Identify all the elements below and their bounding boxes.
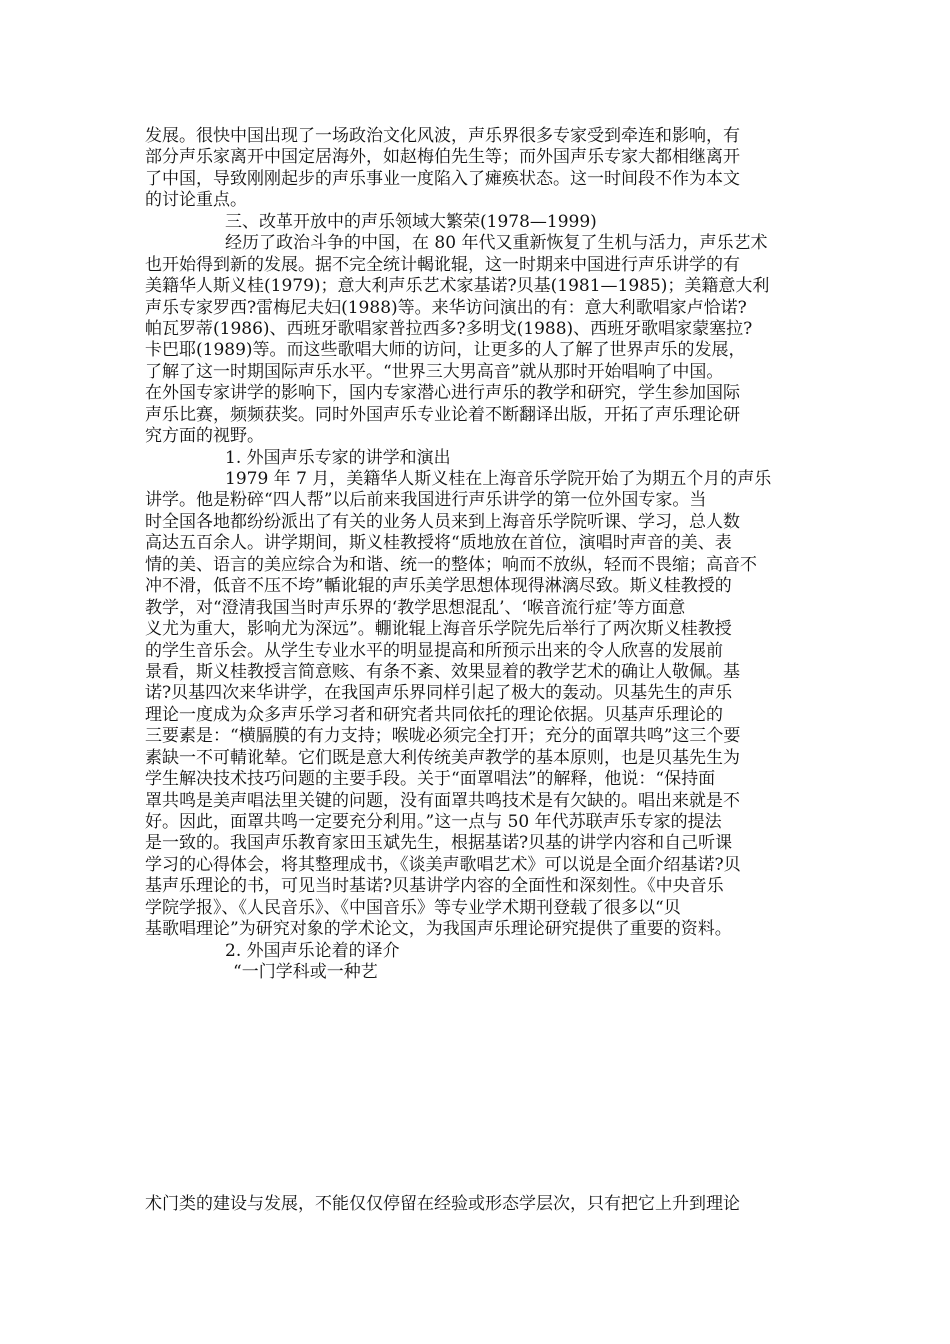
text-line: 情的美、语言的美应综合为和谐、统一的整体；响而不放纵，轻而不畏缩；高音不 (145, 554, 757, 575)
text-line: 高达五百余人。讲学期间，斯义桂教授将“质地放在首位，演唱时声音的美、表 (145, 533, 732, 554)
text-line: 罩共鸣是美声唱法里关键的问题，没有面罩共鸣技术是有欠缺的。唱出来就是不 (145, 790, 740, 811)
text-line: 学院学报》、《人民音乐》、《中国音乐》等专业学术期刊登载了很多以“贝 (145, 897, 681, 918)
body-text (145, 126, 810, 984)
text-line: 声乐比赛，频频获奖。同时外国声乐专业论着不断翻译出版，开拓了声乐理论研 (145, 404, 740, 425)
text-line: 讲学。他是粉碎“四人帮”以后前来我国进行声乐讲学的第一位外国专家。当 (145, 490, 707, 511)
text-line: 经历了政治斗争的中国，在 80 年代又重新恢复了生机与活力，声乐艺术 (225, 233, 768, 254)
text-line: 也开始得到新的发展。据不完全统计輵讹辊，这一时期来中国进行声乐讲学的有 (145, 254, 740, 275)
text-line: 好。因此，面罩共鸣一定要充分利用。”这一点与 50 年代苏联声乐专家的提法 (145, 812, 722, 832)
text-line: 三、改革开放中的声乐领域大繁荣(1978—1999) (225, 211, 597, 232)
text-line: 三要素是：“横膈膜的有力支持；喉咙必须完全打开；充分的面罩共鸣”这三个要 (145, 726, 741, 747)
text-line: 理论一度成为众多声乐学习者和研究者共同依托的理论依据。贝基声乐理论的 (145, 704, 723, 725)
text-line: 了中国，导致刚刚起步的声乐事业一度陷入了瘫痪状态。这一时间段不作为本文 (145, 168, 740, 189)
text-line: 帕瓦罗蒂(1986)、西班牙歌唱家普拉西多?多明戈(1988)、西班牙歌唱家蒙塞拉? (145, 318, 753, 339)
text-line: 1. 外国声乐专家的讲学和演出 (225, 447, 451, 468)
text-line: 2. 外国声乐论着的译介 (225, 940, 400, 961)
text-line: 是一致的。我国声乐教育家田玉斌先生，根据基诺?贝基的讲学内容和自己听课 (145, 833, 733, 854)
text-line: 美籍华人斯义桂(1979)；意大利声乐艺术家基诺?贝基(1981—1985)；美籍意大利 (145, 276, 770, 297)
text-line: “一门学科或一种艺 (233, 962, 378, 983)
text-line: 声乐专家罗西?雷梅尼夫妇(1988)等。来华访问演出的有：意大利歌唱家卢恰诺? (145, 297, 747, 318)
text-line: 部分声乐家离开中国定居海外，如赵梅伯先生等；而外国声乐专家大都相继离开 (145, 147, 740, 168)
text-line: 义尤为重大，影响尤为深远”。輣讹辊上海音乐学院先后举行了两次斯义桂教授 (145, 619, 732, 640)
text-line: 学习的心得体会，将其整理成书，《谈美声歌唱艺术》可以说是全面介绍基诺?贝 (145, 854, 741, 875)
text-line: 景看，斯义桂教授言简意赅、有条不紊、效果显着的教学艺术的确让人敬佩。基 (145, 661, 740, 682)
text-line: 了解了这一时期国际声乐水平。“世界三大男高音”就从那时开始唱响了中国。 (145, 361, 724, 382)
text-line: 在外国专家讲学的影响下，国内专家潜心进行声乐的教学和研究，学生参加国际 (145, 383, 740, 404)
text-line: 学生解决技术技巧问题的主要手段。关于“面罩唱法”的解释，他说：“保持面 (145, 769, 716, 790)
text-line: 卡巴耶(1989)等。而这些歌唱大师的访问，让更多的人了解了世界声乐的发展， (145, 340, 746, 361)
text-line: 的学生音乐会。从学生专业水平的明显提高和所预示出来的令人欣喜的发展前 (145, 640, 723, 661)
text-line: 发展。很快中国出现了一场政治文化风波，声乐界很多专家受到牵连和影响，有 (145, 126, 740, 146)
text-line: 1979 年 7 月，美籍华人斯义桂在上海音乐学院开始了为期五个月的声乐 (225, 469, 772, 489)
text-line: 教学，对“澄清我国当时声乐界的‘教学思想混乱’、‘喉音流行症’等方面意 (145, 597, 686, 618)
text-line: 时全国各地都纷纷派出了有关的业务人员来到上海音乐学院听课、学习，总人数 (145, 511, 740, 532)
text-line: 基声乐理论的书，可见当时基诺?贝基讲学内容的全面性和深刻性。《中央音乐 (145, 876, 724, 897)
text-line: 究方面的视野。 (145, 426, 264, 447)
text-line: 冲不滑，低音不压不垮”輴讹辊的声乐美学思想体现得淋漓尽致。斯义桂教授的 (145, 576, 732, 597)
text-line: 的讨论重点。 (145, 190, 247, 211)
page-bottom-line: 术门类的建设与发展，不能仅仅停留在经验或形态学层次，只有把它上升到理论 (145, 1194, 740, 1214)
text-line: 基歌唱理论”为研究对象的学术论文，为我国声乐理论研究提供了重要的资料。 (145, 919, 732, 940)
text-line: 素缺一不可輤讹辇。它们既是意大利传统美声教学的基本原则，也是贝基先生为 (145, 747, 740, 768)
text-line: 诺?贝基四次来华讲学，在我国声乐界同样引起了极大的轰动。贝基先生的声乐 (145, 683, 733, 704)
